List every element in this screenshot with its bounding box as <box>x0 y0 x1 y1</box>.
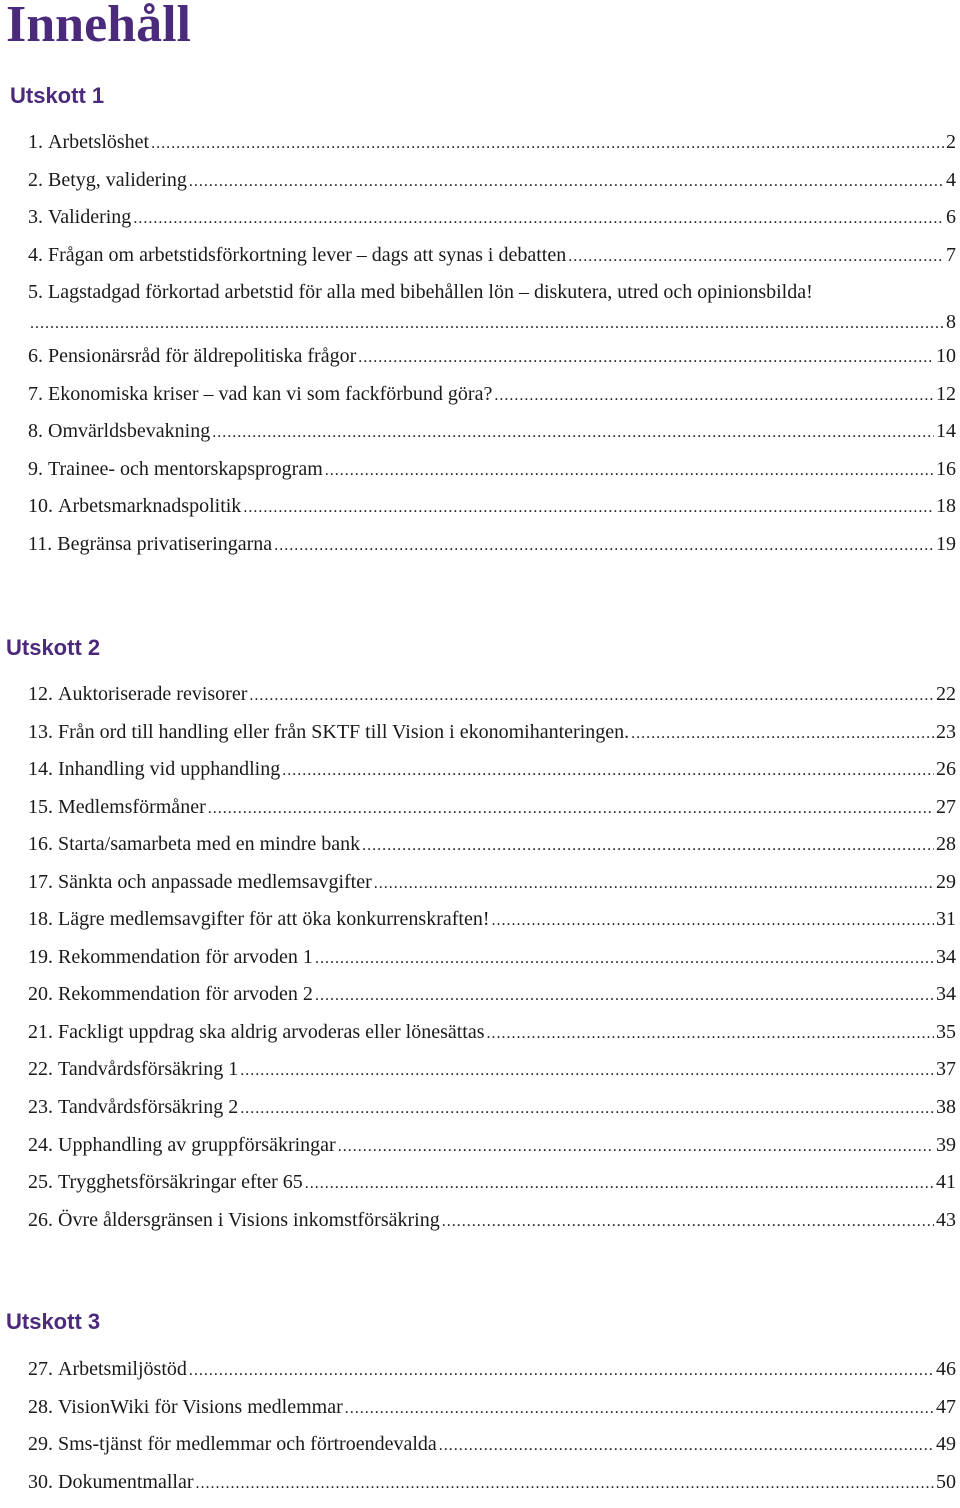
toc-entry[interactable] <box>28 983 956 1021</box>
dot-leader <box>189 173 944 191</box>
entry-title: Upphandling av gruppförsäkringar <box>58 1133 336 1156</box>
entry-number: 13. <box>28 720 53 743</box>
dot-leader <box>442 1213 934 1231</box>
dot-leader <box>631 725 934 743</box>
entry-title: Omvärldsbevakning <box>48 420 211 443</box>
entry-page: 47 <box>936 1395 956 1418</box>
section-heading-utskott-1: Utskott 1 <box>10 83 105 108</box>
toc-entry[interactable] <box>28 458 956 496</box>
toc-entry[interactable] <box>28 1471 956 1508</box>
toc-entry[interactable] <box>28 1134 956 1172</box>
entry-title: Betyg, validering <box>48 168 187 191</box>
entry-title: Inhandling vid upphandling <box>58 758 281 781</box>
entry-page: 2 <box>946 131 956 153</box>
toc-entry[interactable] <box>28 833 956 871</box>
entry-page: 14 <box>936 420 956 443</box>
entry-page: 31 <box>936 908 956 931</box>
entry-number: 24. <box>28 1133 53 1156</box>
toc-entry[interactable] <box>28 1096 956 1134</box>
entry-page: 8 <box>946 311 956 334</box>
entry-title: Auktoriserade revisorer <box>58 683 248 705</box>
dot-leader <box>338 1138 934 1156</box>
dot-leader <box>243 499 934 517</box>
entry-page: 46 <box>936 1358 956 1380</box>
dot-leader <box>491 912 934 930</box>
entry-number: 15. <box>28 795 53 818</box>
toc-list-utskott-1 <box>28 131 956 570</box>
entry-page: 18 <box>936 495 956 518</box>
entry-number: 19. <box>28 945 53 968</box>
entry-page: 29 <box>936 870 956 893</box>
toc-entry[interactable] <box>28 683 956 721</box>
entry-number: 26. <box>28 1208 53 1231</box>
entry-number: 14. <box>28 758 53 781</box>
entry-page: 35 <box>936 1020 956 1043</box>
entry-title: Frågan om arbetstidsförkortning lever – dags att synas i debatten <box>48 243 567 266</box>
toc-entry[interactable] <box>28 1171 956 1209</box>
entry-page: 4 <box>946 168 956 191</box>
toc-entry[interactable] <box>28 871 956 909</box>
entry-title: Dokumentmallar <box>58 1470 194 1493</box>
entry-number: 5. <box>28 281 43 304</box>
entry-title: Rekommendation för arvoden 1 <box>58 945 313 968</box>
toc-entry[interactable] <box>28 533 956 571</box>
entry-title: Övre åldersgränsen i Visions inkomstförsäkring <box>58 1208 440 1231</box>
entry-number: 2. <box>28 168 43 191</box>
entry-number: 10. <box>28 495 53 518</box>
entry-title: Begränsa privatiseringarna <box>57 532 273 555</box>
dot-leader <box>240 1062 934 1080</box>
toc-entry[interactable] <box>28 1021 956 1059</box>
entry-page: 7 <box>946 243 956 266</box>
toc-entry[interactable] <box>28 1058 956 1096</box>
entry-title: Tandvårdsförsäkring 1 <box>58 1058 239 1081</box>
entry-title: Medlemsförmåner <box>58 795 206 818</box>
entry-number: 12. <box>28 683 53 705</box>
entry-page: 16 <box>936 457 956 480</box>
dot-leader <box>189 1362 934 1380</box>
entry-page: 26 <box>936 758 956 781</box>
entry-number: 20. <box>28 983 53 1006</box>
entry-number: 9. <box>28 457 43 480</box>
entry-title: Sänkta och anpassade medlemsavgifter <box>58 870 372 893</box>
dot-leader <box>274 537 934 555</box>
entry-number: 8. <box>28 420 43 443</box>
toc-entry[interactable] <box>28 345 956 383</box>
entry-title: Från ord till handling eller från SKTF till Vision i ekonomihanteringen. <box>58 720 630 743</box>
entry-page: 41 <box>936 1171 956 1194</box>
entry-title: Trygghetsförsäkringar efter 65 <box>58 1171 303 1194</box>
dot-leader <box>345 1400 934 1418</box>
toc-entry[interactable] <box>28 169 956 207</box>
entry-page: 10 <box>936 345 956 368</box>
toc-list-utskott-3 <box>28 1358 956 1508</box>
entry-page: 50 <box>936 1470 956 1493</box>
section-heading-utskott-3: Utskott 3 <box>6 1309 101 1334</box>
entry-page: 23 <box>936 720 956 743</box>
toc-entry[interactable] <box>28 131 956 169</box>
entry-number: 21. <box>28 1020 53 1043</box>
entry-number: 4. <box>28 243 43 266</box>
section-heading-utskott-2: Utskott 2 <box>6 635 101 660</box>
dot-leader <box>249 687 934 705</box>
entry-number: 22. <box>28 1058 53 1081</box>
entry-page: 22 <box>936 683 956 705</box>
entry-number: 3. <box>28 206 43 229</box>
toc-entry[interactable] <box>28 206 956 244</box>
entry-title: Tandvårdsförsäkring 2 <box>58 1096 239 1119</box>
entry-page: 34 <box>936 945 956 968</box>
entry-number: 27. <box>28 1358 53 1380</box>
toc-entry[interactable] <box>28 946 956 984</box>
entry-page: 34 <box>936 983 956 1006</box>
entry-number: 17. <box>28 870 53 893</box>
entry-title: VisionWiki för Visions medlemmar <box>58 1395 343 1418</box>
entry-number: 7. <box>28 382 43 405</box>
toc-entry-continuation[interactable] <box>28 311 956 345</box>
dot-leader <box>240 1100 934 1118</box>
toc-entry[interactable] <box>28 796 956 834</box>
dot-leader <box>494 387 934 405</box>
dot-leader <box>439 1437 934 1455</box>
entry-page: 12 <box>936 382 956 405</box>
entry-page: 38 <box>936 1096 956 1119</box>
entry-title: Trainee- och mentorskapsprogram <box>48 457 323 480</box>
toc-entry[interactable] <box>28 758 956 796</box>
entry-title: Pensionärsråd för äldrepolitiska frågor <box>48 345 357 368</box>
dot-leader <box>315 950 934 968</box>
toc-entry[interactable] <box>28 281 956 311</box>
entry-title: Starta/samarbeta med en mindre bank <box>58 833 361 856</box>
toc-entry[interactable] <box>28 1433 956 1471</box>
entry-page: 43 <box>936 1208 956 1231</box>
toc-entry[interactable] <box>28 1209 956 1247</box>
toc-entry[interactable] <box>28 1396 956 1434</box>
entry-page: 19 <box>936 532 956 555</box>
dot-leader <box>196 1475 934 1493</box>
entry-title: Sms-tjänst för medlemmar och förtroendevalda <box>58 1433 437 1456</box>
dot-leader <box>568 248 944 266</box>
entry-number: 29. <box>28 1433 53 1456</box>
dot-leader <box>362 837 934 855</box>
dot-leader <box>208 800 934 818</box>
dot-leader <box>30 315 944 333</box>
entry-number: 1. <box>28 131 43 153</box>
page-title: Innehåll <box>6 0 191 53</box>
dot-leader <box>151 135 944 153</box>
toc-entry[interactable] <box>28 495 956 533</box>
entry-number: 11. <box>28 532 53 555</box>
entry-title: Fackligt uppdrag ska aldrig arvoderas eller lönesättas <box>58 1020 485 1043</box>
entry-number: 28. <box>28 1395 53 1418</box>
entry-title: Rekommendation för arvoden 2 <box>58 983 313 1006</box>
toc-list-utskott-2 <box>28 683 956 1246</box>
dot-leader <box>374 875 934 893</box>
entry-page: 6 <box>946 206 956 229</box>
entry-title: Arbetslöshet <box>48 131 150 153</box>
entry-title: Lagstadgad förkortad arbetstid för alla med bibehållen lön – diskutera, utred och opinionsbilda! <box>48 281 813 304</box>
dot-leader <box>358 349 934 367</box>
toc-entry[interactable] <box>28 908 956 946</box>
entry-number: 16. <box>28 833 53 856</box>
entry-number: 18. <box>28 908 53 931</box>
entry-page: 27 <box>936 795 956 818</box>
dot-leader <box>305 1175 934 1193</box>
toc-entry[interactable] <box>28 383 956 421</box>
entry-number: 25. <box>28 1171 53 1194</box>
entry-page: 37 <box>936 1058 956 1081</box>
toc-entry[interactable] <box>28 420 956 458</box>
entry-title: Ekonomiska kriser – vad kan vi som fackförbund göra? <box>48 382 493 405</box>
entry-page: 49 <box>936 1433 956 1456</box>
dot-leader <box>133 210 944 228</box>
entry-number: 23. <box>28 1096 53 1119</box>
dot-leader <box>487 1025 934 1043</box>
entry-title: Validering <box>48 206 132 229</box>
entry-title: Lägre medlemsavgifter för att öka konkurrenskraften! <box>58 908 490 931</box>
entry-number: 30. <box>28 1470 53 1493</box>
dot-leader <box>315 987 934 1005</box>
toc-entry[interactable] <box>28 1358 956 1396</box>
entry-title: Arbetsmarknadspolitik <box>58 495 242 518</box>
dot-leader <box>212 424 934 442</box>
entry-title: Arbetsmiljöstöd <box>58 1358 187 1380</box>
entry-page: 39 <box>936 1133 956 1156</box>
toc-entry[interactable] <box>28 244 956 282</box>
dot-leader <box>325 462 934 480</box>
entry-page: 28 <box>936 833 956 856</box>
entry-number: 6. <box>28 345 43 368</box>
toc-entry[interactable] <box>28 721 956 759</box>
dot-leader <box>282 762 934 780</box>
